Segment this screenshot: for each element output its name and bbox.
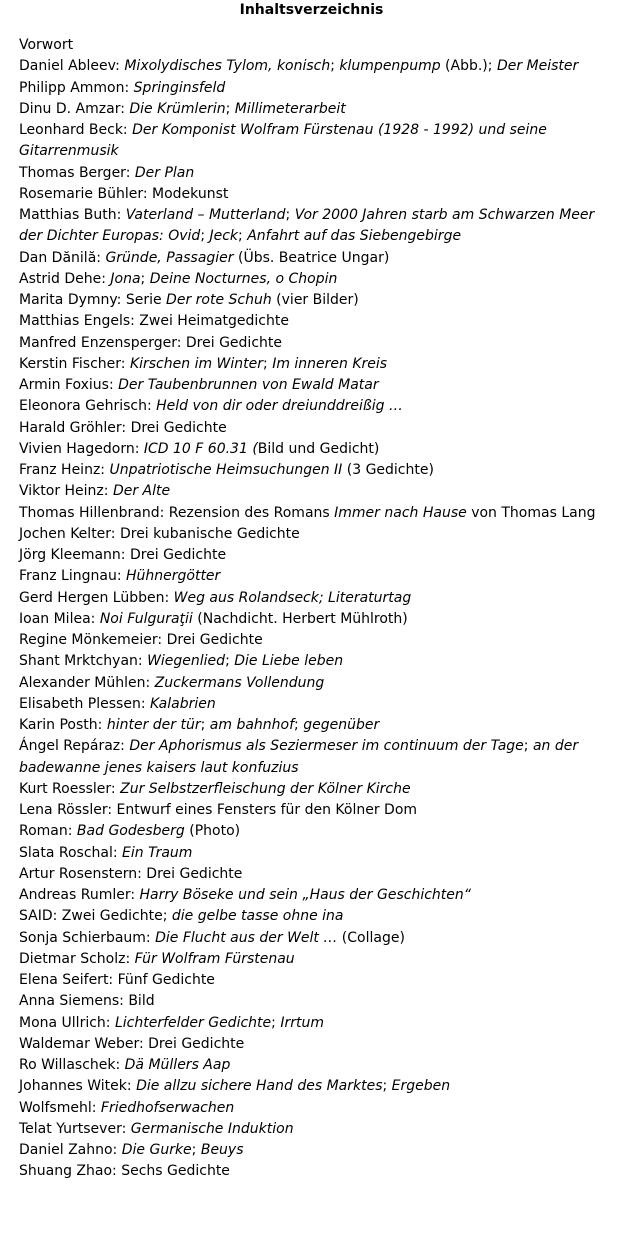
toc-entry-title: Die Flucht aus der Welt … bbox=[155, 929, 338, 946]
toc-entry-title: Weg aus Rolandseck; Literaturtag bbox=[173, 589, 412, 606]
toc-entry-text: Philipp Ammon: bbox=[19, 79, 134, 96]
toc-entry bbox=[19, 588, 601, 609]
toc-entry-text: ; bbox=[140, 270, 150, 287]
toc-entry bbox=[19, 354, 601, 375]
toc-entry-title: Germanische Induktion bbox=[130, 1120, 294, 1137]
toc-entry bbox=[19, 524, 601, 545]
toc-entry-title: Noi Fulguraţii bbox=[99, 610, 193, 627]
toc-entry-text: SAID: Zwei Gedichte; bbox=[19, 908, 172, 925]
toc-entry-title: Der Alte bbox=[112, 483, 171, 500]
toc-entry bbox=[19, 673, 601, 694]
toc-entry-text: ; bbox=[285, 207, 295, 223]
toc-entry-text: ; bbox=[271, 1014, 281, 1031]
toc-entry-text: Kurt Roessler: bbox=[19, 780, 121, 797]
toc-entry-text: Marita Dymny: Serie bbox=[19, 292, 167, 308]
toc-entry bbox=[19, 630, 601, 651]
toc-entry-title: am bahnhof bbox=[209, 717, 295, 733]
toc-entry-text: Astrid Dehe: bbox=[19, 270, 111, 287]
toc-entry-text: Manfred Enzensperger: Drei Gedichte bbox=[19, 334, 282, 351]
toc-entry bbox=[19, 418, 601, 439]
toc-entry bbox=[19, 56, 601, 77]
toc-entry-text: Eleonora Gehrisch: bbox=[19, 398, 157, 415]
toc-entry-text: (Nachdicht. Herbert Mühlroth) bbox=[192, 610, 408, 627]
toc-entry-text: ; bbox=[225, 100, 235, 117]
toc-entry-text: ; bbox=[200, 228, 210, 245]
toc-entry-title: ICD 10 F 60.31 ( bbox=[143, 440, 258, 457]
toc-entry-text: Dan Dănilă: bbox=[19, 249, 106, 266]
toc-entry-text: (Abb.); bbox=[440, 58, 497, 75]
toc-entry-text: Anna Siemens: Bild bbox=[19, 993, 155, 1010]
toc-entry-title: Ein Traum bbox=[122, 844, 193, 861]
toc-entry-text: Slata Roschal: bbox=[19, 844, 123, 861]
toc-entry-title: Der Taubenbrunnen von Ewald Matar bbox=[118, 377, 379, 393]
toc-entry-title: klumpenpump bbox=[339, 58, 441, 75]
toc-entry-title: Kirschen im Winter bbox=[129, 355, 264, 372]
toc-entry-text: Matthias Engels: Zwei Heimatgedichte bbox=[19, 313, 289, 330]
toc-entry-title: Jona bbox=[110, 270, 141, 287]
toc-entry-text: Kerstin Fischer: bbox=[19, 355, 130, 372]
toc-entry-title: an der badewanne jenes kaisers laut konfuzius bbox=[19, 738, 579, 776]
toc-entry-text: Rosemarie Bühler: Modekunst bbox=[19, 185, 229, 202]
toc-entry bbox=[19, 396, 601, 417]
toc-entry bbox=[19, 906, 601, 927]
toc-entry bbox=[19, 864, 601, 885]
toc-entry-text: Mona Ullrich: bbox=[19, 1014, 115, 1031]
toc-entry bbox=[19, 779, 601, 800]
table-of-contents bbox=[19, 35, 601, 1183]
toc-entry-text: ; bbox=[294, 717, 304, 733]
toc-entry bbox=[19, 333, 601, 354]
toc-entry-title: Die Liebe leben bbox=[234, 653, 344, 670]
toc-entry-text: Elisabeth Plessen: bbox=[19, 695, 150, 712]
toc-entry-title: hinter der tür bbox=[106, 717, 201, 733]
toc-entry-title: Der Meister bbox=[496, 58, 579, 75]
toc-entry-title: Unpatriotische Heimsuchungen II bbox=[109, 462, 343, 478]
toc-entry-text: Dietmar Scholz: bbox=[19, 950, 135, 967]
toc-entry-title: Vor 2000 Jahren starb am Schwarzen Meer der Dichter Europas: Ovid bbox=[19, 207, 595, 245]
toc-entry-text: Leonhard Beck: bbox=[19, 122, 133, 138]
toc-entry-text: Elena Seifert: Fünf Gedichte bbox=[19, 972, 215, 988]
toc-entry-title: Zur Selbstzerfleischung der Kölner Kirche bbox=[120, 780, 411, 797]
toc-entry-title: Bad Godesberg bbox=[76, 823, 185, 840]
toc-entry-title: Der Plan bbox=[134, 164, 195, 181]
toc-entry-text: Andreas Rumler: bbox=[19, 887, 140, 903]
toc-entry-title: Jeck bbox=[209, 228, 239, 245]
toc-entry bbox=[19, 290, 601, 311]
toc-entry bbox=[19, 928, 601, 949]
toc-entry bbox=[19, 99, 601, 120]
toc-entry bbox=[19, 715, 601, 736]
toc-entry-title: Anfahrt auf das Siebengebirge bbox=[247, 228, 462, 245]
toc-entry-title: Die Krümlerin bbox=[129, 100, 226, 117]
toc-entry bbox=[19, 78, 601, 99]
toc-entry-text: Telat Yurtsever: bbox=[19, 1120, 131, 1137]
toc-entry-title: Im inneren Kreis bbox=[272, 355, 388, 372]
toc-entry-text: Waldemar Weber: Drei Gedichte bbox=[19, 1035, 245, 1052]
toc-entry-text: ; bbox=[523, 738, 533, 755]
toc-entry-text: Wolfsmehl: bbox=[19, 1099, 101, 1116]
toc-entry-text: (3 Gedichte) bbox=[342, 462, 434, 478]
toc-entry-text: Artur Rosenstern: Drei Gedichte bbox=[19, 865, 243, 882]
toc-entry-title: Der rote Schuh bbox=[166, 292, 272, 308]
toc-entry bbox=[19, 1076, 601, 1097]
toc-entry-title: Kalabrien bbox=[150, 695, 216, 712]
toc-entry-title: Beuys bbox=[200, 1142, 244, 1158]
toc-entry-text: ; bbox=[330, 58, 340, 75]
toc-entry bbox=[19, 736, 601, 779]
toc-entry-text: (Collage) bbox=[337, 929, 405, 946]
toc-entry-title: Der Komponist Wolfram Fürstenau (1928 - 1992) und seine Gitarrenmusik bbox=[19, 122, 547, 160]
toc-entry-text: Daniel Zahno: bbox=[19, 1142, 122, 1158]
toc-entry-title: Held von dir oder dreiunddreißig … bbox=[156, 398, 403, 415]
toc-entry bbox=[19, 35, 601, 56]
toc-entry-text: Johannes Witek: bbox=[19, 1078, 137, 1095]
toc-entry bbox=[19, 566, 601, 587]
toc-entry-text: Franz Heinz: bbox=[19, 462, 110, 478]
toc-entry-text: (vier Bilder) bbox=[271, 292, 359, 308]
toc-entry-text: Alexander Mühlen: bbox=[19, 674, 155, 691]
toc-entry bbox=[19, 885, 601, 906]
toc-entry-text: Ioan Milea: bbox=[19, 610, 100, 627]
toc-entry-title: Gründe, Passagier bbox=[105, 249, 234, 266]
toc-entry bbox=[19, 949, 601, 970]
toc-entry-title: Immer nach Hause bbox=[334, 504, 467, 521]
toc-entry bbox=[19, 991, 601, 1012]
toc-entry bbox=[19, 439, 601, 460]
toc-entry-title: Irrtum bbox=[280, 1014, 324, 1031]
toc-entry-text: ; bbox=[191, 1142, 201, 1158]
toc-entry-title: Harry Böseke und sein „Haus der Geschichten“ bbox=[139, 887, 472, 903]
toc-entry-text: Ro Willaschek: bbox=[19, 1057, 125, 1073]
toc-entry bbox=[19, 651, 601, 672]
toc-entry bbox=[19, 821, 601, 842]
toc-entry-text: Lena Rössler: Entwurf eines Fensters für den Kölner Dom bbox=[19, 802, 418, 818]
toc-entry-text: Sonja Schierbaum: bbox=[19, 929, 156, 946]
toc-entry bbox=[19, 163, 601, 184]
toc-entry-text: Regine Mönkemeier: Drei Gedichte bbox=[19, 632, 263, 648]
toc-entry-text: Daniel Ableev: bbox=[19, 58, 125, 75]
toc-entry-text: Shuang Zhao: Sechs Gedichte bbox=[19, 1163, 230, 1180]
toc-entry bbox=[19, 503, 601, 524]
toc-entry-text: Matthias Buth: bbox=[19, 207, 126, 223]
toc-entry-title: Vaterland – Mutterland bbox=[125, 207, 286, 223]
toc-entry bbox=[19, 311, 601, 332]
toc-entry-text: Jochen Kelter: Drei kubanische Gedichte bbox=[19, 525, 300, 542]
toc-entry-text: ; bbox=[263, 355, 273, 372]
toc-entry bbox=[19, 375, 601, 396]
toc-entry bbox=[19, 1140, 601, 1161]
toc-entry bbox=[19, 1013, 601, 1034]
toc-entry bbox=[19, 269, 601, 290]
toc-entry-text: Vivien Hagedorn: bbox=[19, 440, 144, 457]
toc-entry-text: ; bbox=[238, 228, 248, 245]
toc-entry-text: von Thomas Lang bbox=[466, 504, 596, 521]
toc-entry-title: Millimeterarbeit bbox=[234, 100, 346, 117]
toc-entry bbox=[19, 800, 601, 821]
toc-entry-text: Thomas Berger: bbox=[19, 164, 135, 181]
toc-entry-text: Franz Lingnau: bbox=[19, 568, 126, 585]
toc-entry-title: Springinsfeld bbox=[133, 79, 226, 96]
toc-entry bbox=[19, 460, 601, 481]
toc-entry bbox=[19, 694, 601, 715]
toc-entry bbox=[19, 1098, 601, 1119]
toc-entry-text: Karin Posth: bbox=[19, 717, 107, 733]
toc-entry-text: Thomas Hillenbrand: Rezension des Romans bbox=[19, 504, 335, 521]
toc-entry-text: Jörg Kleemann: Drei Gedichte bbox=[19, 547, 227, 563]
toc-entry bbox=[19, 120, 601, 163]
toc-entry-title: Dä Müllers Aap bbox=[124, 1057, 231, 1073]
toc-entry-text: Armin Foxius: bbox=[19, 377, 119, 393]
toc-entry bbox=[19, 205, 601, 248]
toc-entry-text: (Photo) bbox=[184, 823, 241, 840]
toc-entry-title: Deine Nocturnes, o Chopin bbox=[149, 270, 338, 287]
toc-entry bbox=[19, 184, 601, 205]
toc-entry bbox=[19, 609, 601, 630]
toc-entry-text: ; bbox=[382, 1078, 392, 1095]
toc-entry-title: Wiegenlied bbox=[147, 653, 226, 670]
toc-entry-text: Dinu D. Amzar: bbox=[19, 100, 130, 117]
toc-entry-title: Hühnergötter bbox=[125, 568, 221, 585]
toc-entry-title: Die Gurke bbox=[121, 1142, 192, 1158]
toc-entry-title: die gelbe tasse ohne ina bbox=[171, 908, 344, 925]
toc-entry-text: Ángel Repáraz: bbox=[19, 738, 130, 755]
toc-entry-title: Mixolydisches Tylom, konisch bbox=[124, 58, 331, 75]
toc-entry-text: (Übs. Beatrice Ungar) bbox=[233, 249, 390, 266]
toc-entry bbox=[19, 1119, 601, 1140]
toc-entry-title: gegenüber bbox=[303, 717, 380, 733]
toc-entry bbox=[19, 843, 601, 864]
toc-entry-title: Lichterfelder Gedichte bbox=[114, 1014, 272, 1031]
toc-entry bbox=[19, 545, 601, 566]
page-title: Inhaltsverzeichnis bbox=[239, 2, 384, 18]
toc-entry-text: Roman: bbox=[19, 823, 77, 840]
toc-entry-title: Zuckermans Vollendung bbox=[154, 674, 325, 691]
toc-entry bbox=[19, 1161, 601, 1182]
toc-entry-text: Viktor Heinz: bbox=[19, 483, 113, 500]
toc-entry-title: Friedhofserwachen bbox=[100, 1099, 235, 1116]
toc-entry bbox=[19, 1034, 601, 1055]
toc-entry bbox=[19, 248, 601, 269]
toc-entry-text: ; bbox=[200, 717, 210, 733]
toc-entry-text: Gerd Hergen Lübben: bbox=[19, 589, 174, 606]
toc-entry-title: Ergeben bbox=[391, 1078, 451, 1095]
toc-entry-text: Shant Mrktchyan: bbox=[19, 653, 148, 670]
toc-entry-text: Vorwort bbox=[19, 37, 74, 53]
toc-entry-title: Der Aphorismus als Seziermeser im continuum der Tage bbox=[129, 738, 524, 755]
toc-entry-text: Bild und Gedicht) bbox=[257, 440, 380, 457]
toc-entry-text: Harald Gröhler: Drei Gedichte bbox=[19, 419, 227, 436]
toc-entry-title: Die allzu sichere Hand des Marktes bbox=[136, 1078, 383, 1095]
toc-entry bbox=[19, 970, 601, 991]
toc-entry-title: Für Wolfram Fürstenau bbox=[134, 950, 295, 967]
toc-entry bbox=[19, 481, 601, 502]
toc-entry-text: ; bbox=[225, 653, 235, 670]
toc-entry bbox=[19, 1055, 601, 1076]
